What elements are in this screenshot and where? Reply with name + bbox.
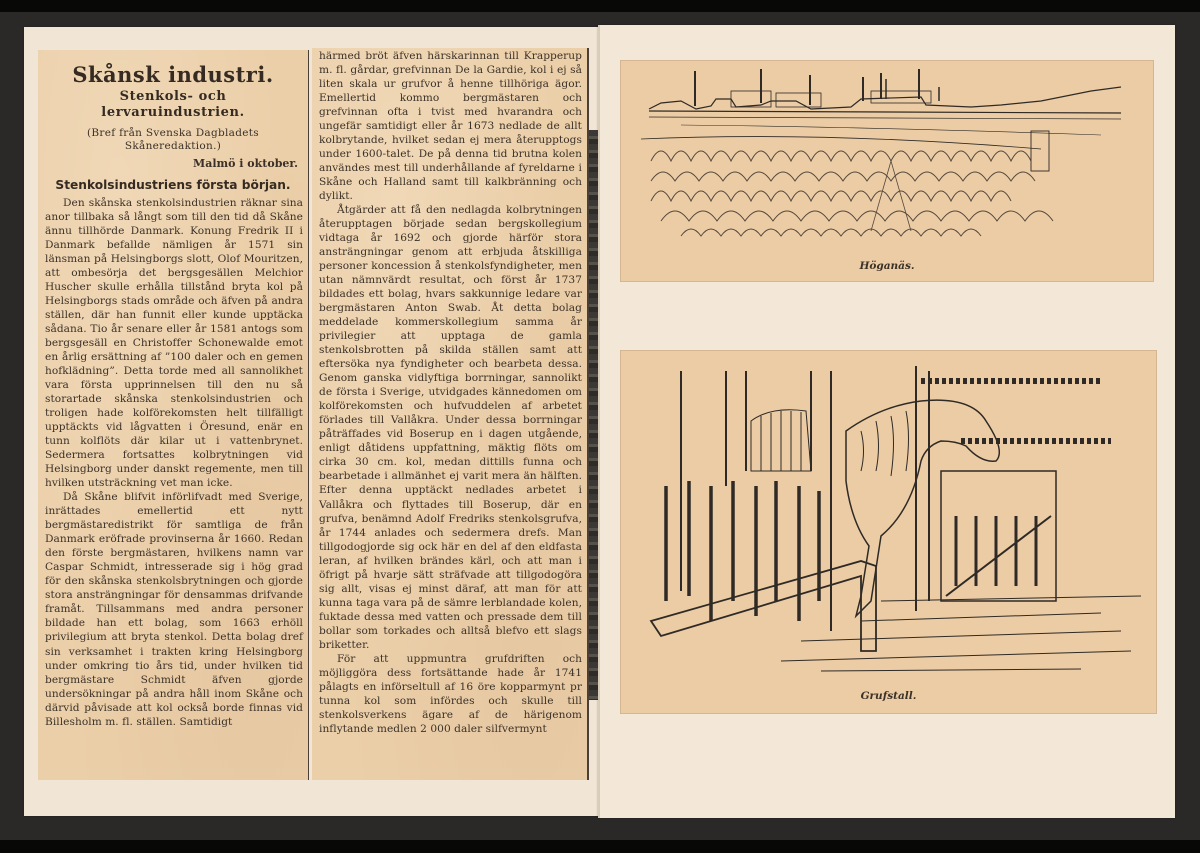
article-subtitle: Stenkols- och lervaruindustrien.	[101, 89, 245, 120]
article-title: Skånsk industri.	[72, 62, 274, 87]
paragraph: Då Skåne blifvit införlifvadt med Sverige, inrättades emellertid ett nytt bergmästaredistrikt för samtliga de från Danmark eröfrade provinserna år 1660. Redan den förste bergmästaren, hvilkens namn var Caspar Schmidt, intresserade sig i hög grad för den skånska stenkolsbrytningen och gjorde stora ansträngningar för densammas drifvande framåt. Tillsammans med andra personer bildade han ett bolag, som 1663 erhöll privilegium att bryta stenkol. Detta bolag dref sin verksamhet i trakten kring Helsingborg under omkring tio års tid, under hvilken tid bergmästare Schmidt äfven gjorde undersökningar på andra håll inom Skåne och därvid påvisade att kol också borde finnas vid Billesholm m. fl. ställen. Samtidigt	[45, 491, 303, 728]
paragraph: Den skånska stenkolsindustrien räknar sina anor tillbaka så långt som till den tid då Skåne ännu tillhörde Danmark. Konung Fredrik II i Danmark befallde nämligen år 1571 sin länsman på Helsingborgs slott, Olof Mouritzen, att ombesörja det bergsgesällen Melchior Huscher skulle erhålla tillstånd bryta kol på Helsingborgs stads område och äfven på andra ställen, där han funnit eller kunde upptäcka sådana. Tio år senare eller år 1581 antogs som bergsgesäll en Christoffer Schonewalde emot en årlig ersättning af ”100 daler och en gemen hofklädning”. Detta torde med all sannolikhet vara första upprinnelsen till den nu så storartade skånska stenkolsindustrien och troligen hade kolförekomsten helt tillfälligt upptäckts vid lågvatten i Öresund, enär en tunn kolflöts där kilar ut i vattenbrynet. Sedermera fortsattes kolbrytningen vid Helsingborg under danskt regemente, men till hvilken utsträckning vet man icke.	[45, 197, 303, 490]
hoganas-drawing	[621, 61, 1153, 256]
article-dateline: Malmö i oktober.	[193, 157, 298, 170]
paragraph: För att uppmuntra grufdriften och möjliggöra dess fortsättande hade år 1741 pålagts en införseltull af 16 öre kopparmynt pr tunna kol som infördes och skulle till stenkolsverkens ägare af de härigenom inflytande medlen 2 000 daler silfvermynt	[319, 652, 582, 735]
paragraph: Åtgärder att få den nedlagda kolbrytningen återupptagen började sedan bergskollegium vidtaga år 1692 och gjorde härför stora ansträngningar genom att erbjuda åtskilliga personer koncession å stenkolsfyndigheter, men utan nämnvärdt resultat, och först år 1737 bildades ett bolag, hvars sakkunnige ledare var bergmästaren Anton Swab. Åt detta bolag meddelade kommerskollegium samma år privilegier att upptaga de gamla stenkolsbrotten på skilda ställen samt att eftersöka nya fyndigheter och bearbeta dessa. Genom ganska vidlyftiga borrningar, sannolikt de första i Sverige, utvidgades kännedomen om kolförekomsten och hufvuddelen af arbetet förlades till Vallåkra. Under dessa borrningar påträffades vid Boserup en i dagen utgående, enligt dåtidens uppfattning, mäktig flöts om cirka 30 cm. kol, medan dittills funna och bearbetade i allmänhet ej varit mera än hälften. Efter denna upptäckt nedlades arbetet i Vallåkra och flyttades till Boserup, där en grufva, benämnd Adolf Fredriks stenkolsgrufva, år 1744 anlades och sedermera drefs. Man tillgodogjorde sig ock här en del af den eldfasta leran, af hvilken brändes kärl, och att man i öfrigt på hvarje sätt sträfvade att tillgodogöra sig allt, visas ej minst däraf, att man för att kunna taga vara på de sämre lerblandade kolen, fuktade dessa med vatten och pressade dem till bollar som torkades och alltså blefvo ett slags briketter.	[319, 204, 582, 651]
article-body-column-1	[38, 196, 308, 729]
article-body-column-2	[312, 48, 587, 736]
illustration-hoganas	[620, 60, 1154, 282]
section-heading: Stenkolsindustriens första början.	[55, 178, 291, 192]
grufstall-drawing	[621, 351, 1156, 686]
paragraph: härmed bröt äfven härskarinnan till Krapperup m. fl. gårdar, grefvinnan De la Gardie, kol i ej så liten skala ur grufvor å henne tillhöriga ägor. Emellertid kommo bergmästaren och grefvinnan ofta i tvist med hvarandra och ungefär samtidigt eller år 1673 nedlade de allt kolbrytande, hvilket sedan ej mera återupptogs under 1600-talet. De på denna tid brutna kolen användes mest till underhållande af fyreldarne i Skåne och Halland samt till kalkbränning och dylikt.	[319, 50, 582, 203]
illustration-caption: Grufstall.	[860, 690, 917, 702]
article-byline: (Bref från Svenska Dagbladets Skåneredaktion.)	[87, 127, 259, 152]
scanner-bottom-border	[0, 840, 1200, 853]
newspaper-clipping-column-1	[38, 50, 309, 780]
illustration-grufstall	[620, 350, 1157, 714]
illustration-caption: Höganäs.	[859, 260, 915, 272]
scanner-top-border	[0, 0, 1200, 12]
newspaper-clipping-column-2	[312, 48, 589, 780]
